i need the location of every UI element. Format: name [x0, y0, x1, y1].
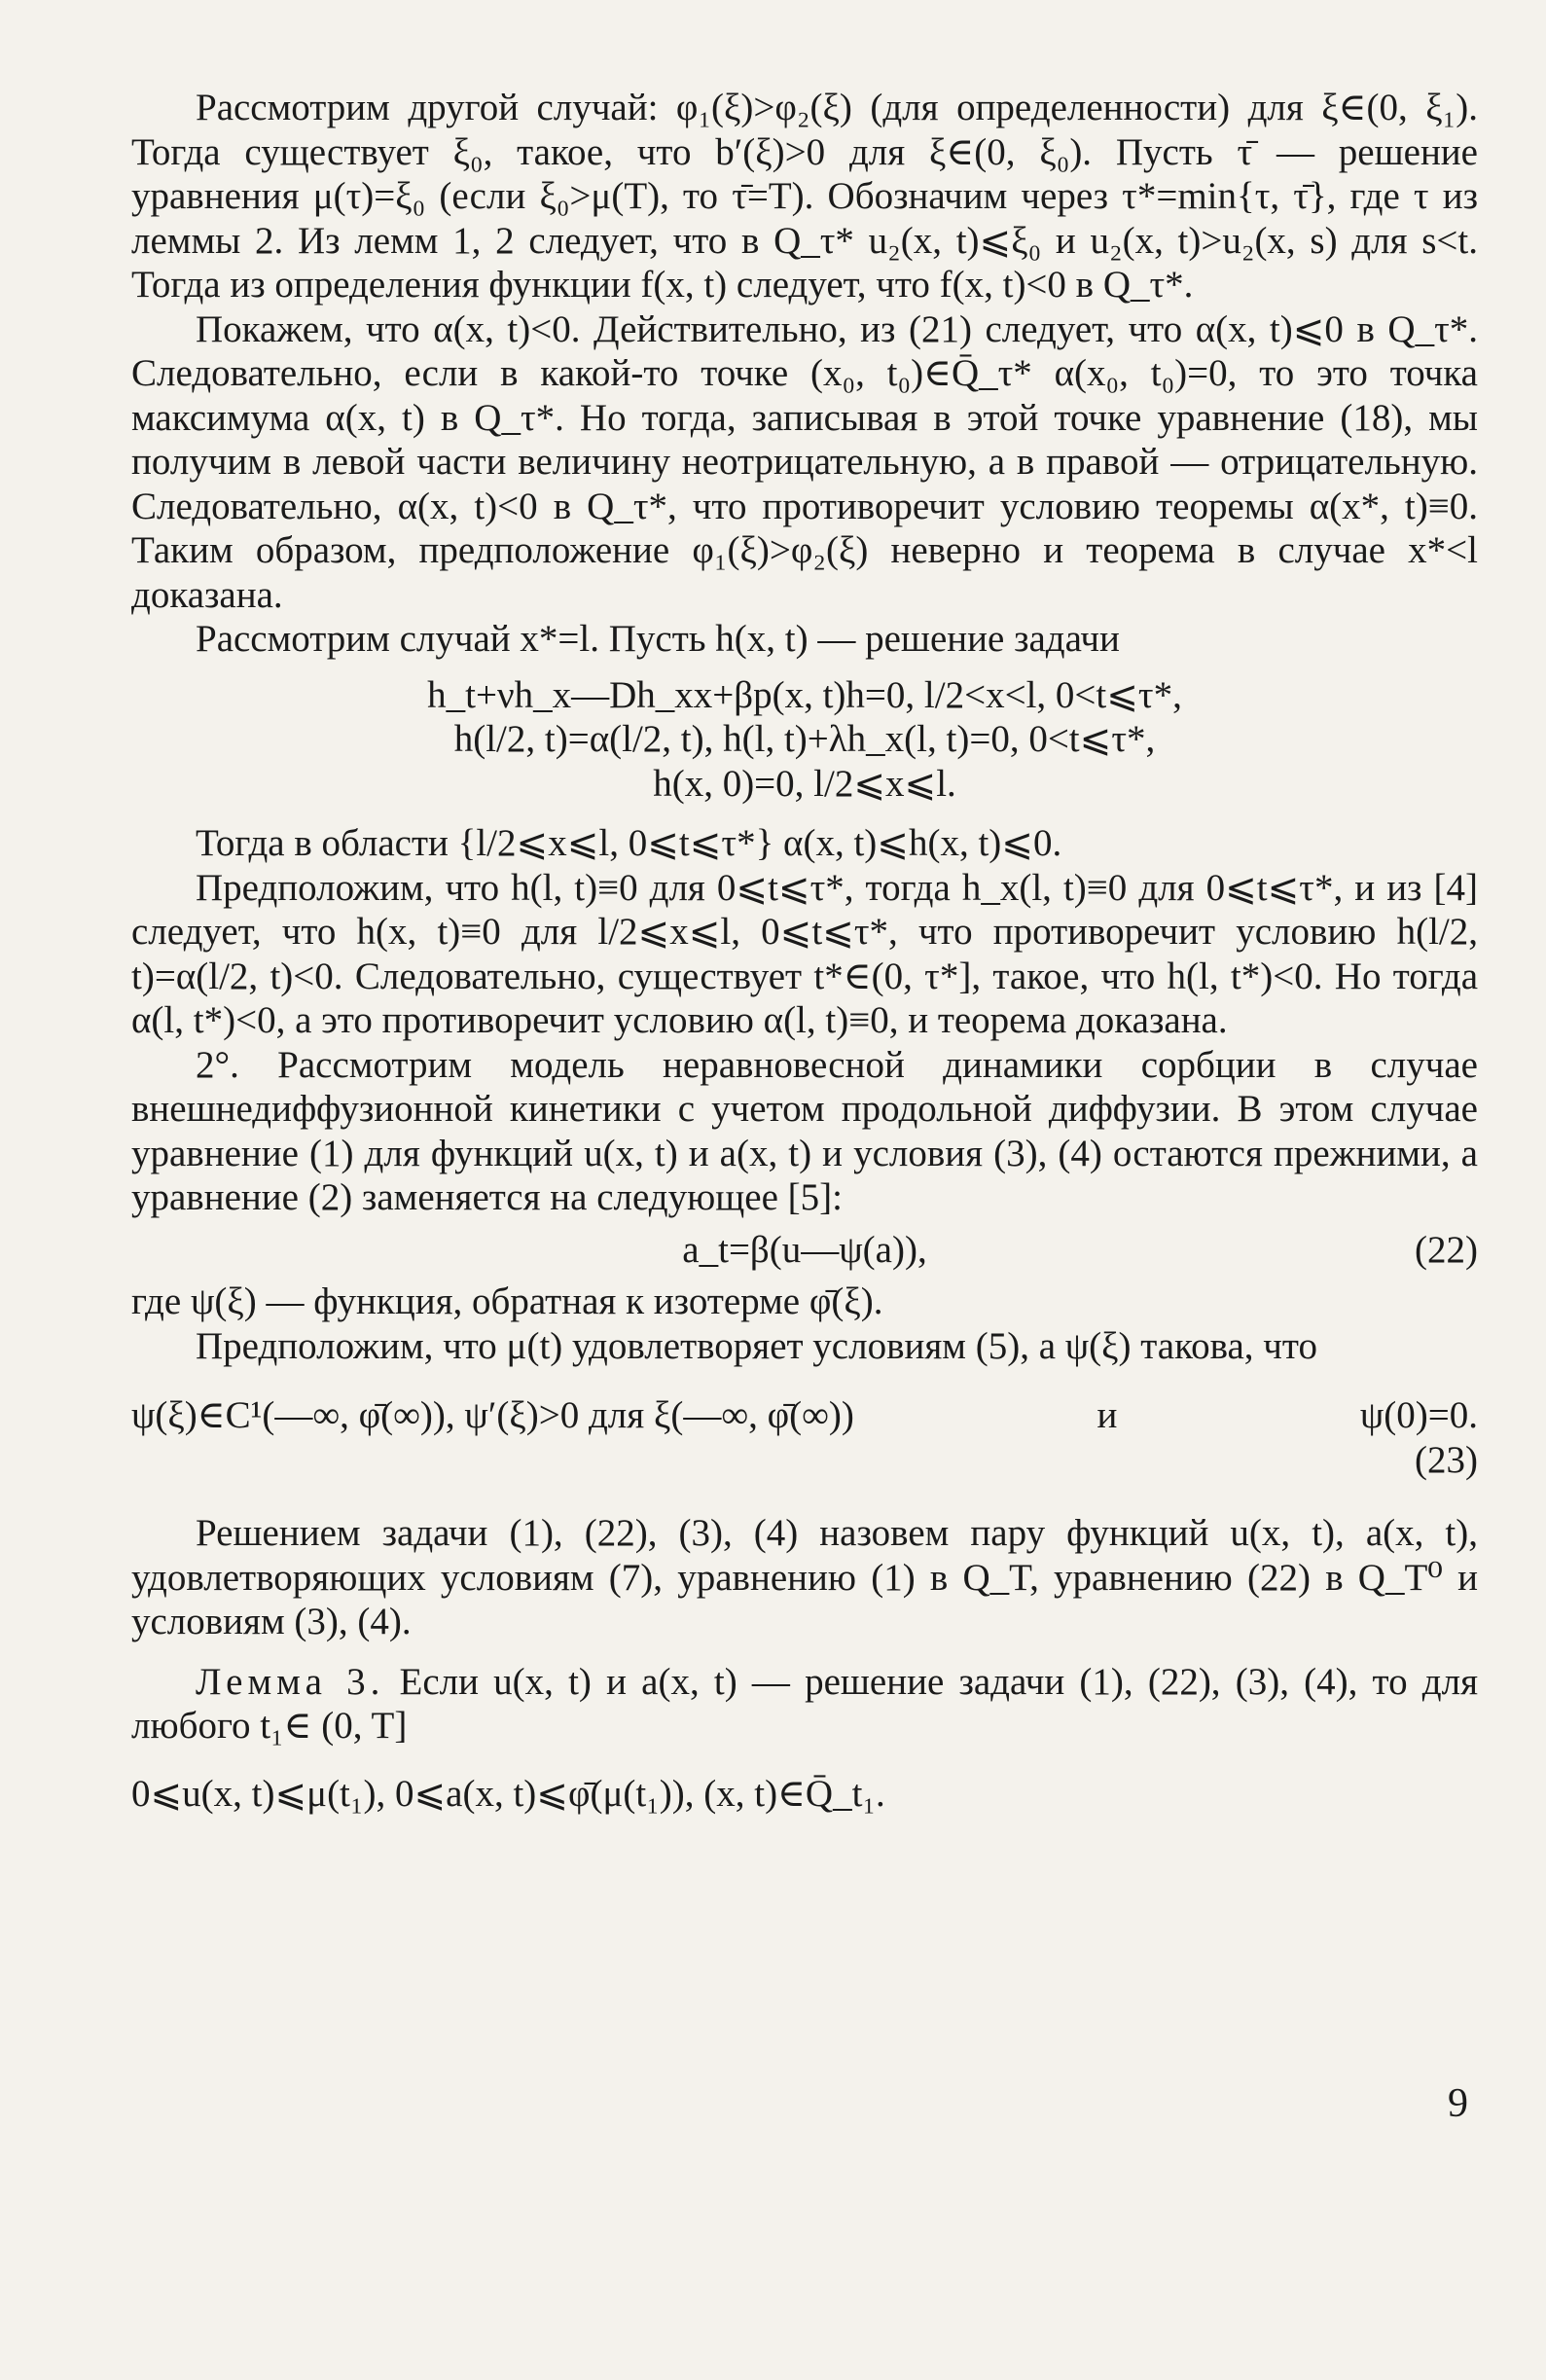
equation-h-2: h(l/2, t)=α(l/2, t), h(l, t)+λh_x(l, t)=0, 0<t⩽τ*,	[453, 718, 1156, 760]
paragraph-section-2: 2°. Рассмотрим модель неравновесной динамики сорбции в случае внешнедиффузионной кинетики с учетом продольной диффузии. В этом случае уравнение (1) для функций u(x, t) и a(x, t) и условия (3), (4) остаются прежними, а уравнение (2) заменяется на следующее [5]:	[131, 1043, 1478, 1218]
paragraph-psi-inverse: где ψ(ξ) — функция, обратная к изотерме φ̄(ξ).	[131, 1280, 883, 1322]
paragraph-region: Тогда в области {l/2⩽x⩽l, 0⩽t⩽τ*} α(x, t)⩽h(x, t)⩽0.	[196, 822, 1062, 864]
equation-23-left: ψ(ξ)∈C¹(—∞, φ̄(∞)), ψ′(ξ)>0 для ξ(—∞, φ̄(∞))	[131, 1394, 854, 1436]
equation-23-and: и	[1097, 1394, 1118, 1436]
lemma-text: Если u(x, t) и a(x, t) — решение задачи (1), (22), (3), (4), то для любого t₁∈ (0, T]	[131, 1660, 1479, 1747]
equation-22-body: a_t=β(u—ψ(a)),	[682, 1228, 927, 1271]
equation-23-right: ψ(0)=0.	[1359, 1394, 1478, 1436]
paragraph-case-x-star-l: Рассмотрим случай x*=l. Пусть h(x, t) — решение задачи	[196, 618, 1120, 660]
main-text	[131, 86, 1478, 1816]
lemma-title: Лемма 3.	[196, 1660, 385, 1703]
equation-22	[131, 1228, 1478, 1273]
equation-23-number: (23)	[1415, 1438, 1478, 1481]
equation-23	[131, 1393, 1478, 1438]
paragraph-suppose-h: Предположим, что h(l, t)≡0 для 0⩽t⩽τ*, тогда h_x(l, t)≡0 для 0⩽t⩽τ*, и из [4] следует, что h(x, t)≡0 для l/2⩽x⩽l, 0⩽t⩽τ*, что противоречит условию h(l/2, t)=α(l/2, t)<0. Следовательно, существует t*∈(0, τ*], такое, что h(l, t*)<0. Но тогда α(l, t*)<0, а это противоречит условию α(l, t)≡0, и теорема доказана.	[131, 866, 1478, 1041]
paragraph-case-phi: Рассмотрим другой случай: φ₁(ξ)>φ₂(ξ) (для определенности) для ξ∈(0, ξ₁). Тогда существует ξ₀, такое, что b′(ξ)>0 для ξ∈(0, ξ₀). Пусть τ̄ — решение уравнения μ(τ)=ξ₀ (если ξ₀>μ(T), то τ̄=T). Обозначим через τ*=min{τ, τ̄}, где τ из леммы 2. Из лемм 1, 2 следует, что в Q_τ* u₂(x, t)⩽ξ₀ и u₂(x, t)>u₂(x, s) для s<t. Тогда из определения функции f(x, t) следует, что f(x, t)<0 в Q_τ*.	[131, 87, 1478, 306]
paragraph-solution-definition: Решением задачи (1), (22), (3), (4) назовем пару функций u(x, t), a(x, t), удовлетворяющих условиям (7), уравнению (1) в Q_T, уравнению (22) в Q_T⁰ и условиям (3), (4).	[131, 1512, 1478, 1642]
equation-system-h	[131, 673, 1478, 807]
equation-h-3: h(x, 0)=0, l/2⩽x⩽l.	[653, 762, 956, 805]
paragraph-suppose-mu: Предположим, что μ(t) удовлетворяет условиям (5), а ψ(ξ) такова, что	[196, 1324, 1317, 1367]
equation-lemma-bounds: 0⩽u(x, t)⩽μ(t₁), 0⩽a(x, t)⩽φ̄(μ(t₁)), (x, t)∈Q̄_t₁.	[131, 1772, 885, 1815]
equation-h-1: h_t+νh_x—Dh_xx+βp(x, t)h=0, l/2<x<l, 0<t⩽τ*,	[427, 673, 1182, 716]
paragraph-lemma-3	[131, 1660, 1478, 1749]
equation-22-number: (22)	[1415, 1228, 1478, 1271]
page-number: 9	[1448, 2081, 1468, 2126]
paragraph-alpha-negative: Покажем, что α(x, t)<0. Действительно, из (21) следует, что α(x, t)⩽0 в Q_τ*. Следовательно, если в какой-то точке (x₀, t₀)∈Q̄_τ* α(x₀, t₀)=0, то это точка максимума α(x, t) в Q_τ*. Но тогда, записывая в этой точке уравнение (18), мы получим в левой части величину неотрицательную, а в правой — отрицательную. Следовательно, α(x, t)<0 в Q_τ*, что противоречит условию теоремы α(x*, t)≡0. Таким образом, предположение φ₁(ξ)>φ₂(ξ) неверно и теорема в случае x*<l доказана.	[131, 307, 1478, 616]
